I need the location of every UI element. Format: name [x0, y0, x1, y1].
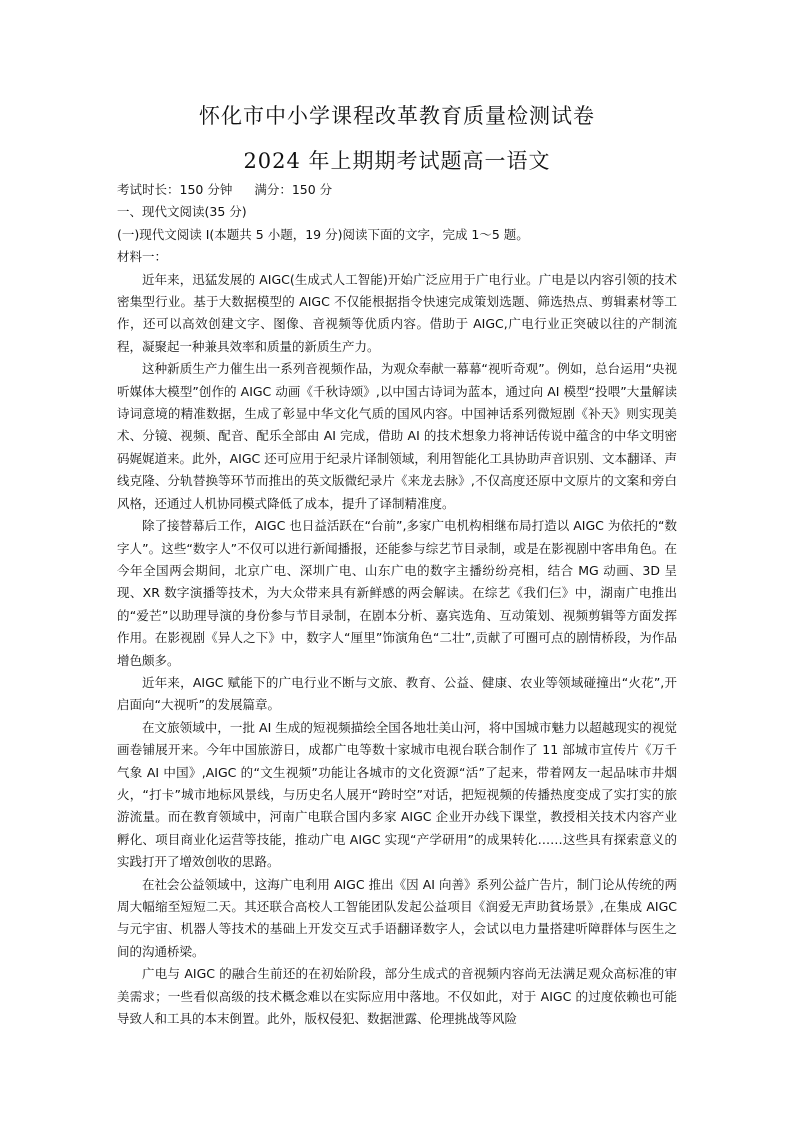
exam-content — [117, 179, 677, 1030]
material-label: 材料一： — [117, 249, 168, 265]
exam-score: 满分：150 分 — [254, 182, 333, 197]
question-instruction: (一)现代文阅读 I(本题共 5 小题，19 分)阅读下面的文字，完成 1～5 题。 — [117, 226, 529, 242]
exam-time: 考试时长：150 分钟 — [117, 182, 233, 197]
section-heading: 一、现代文阅读(35 分) — [117, 204, 247, 220]
paragraph: 除了接替幕后工作，AIGC 也日益活跃在“台前”,多家广电机构相继布局打造以 AIGC 为依托的“数字人”。这些“数字人”不仅可以进行新闻播报，还能参与综艺节目录制，或是在影视剧中客串角色。在今年全国两会期间，北京广电、深圳广电、山东广电的数字主播纷纷亮相，结合 MG 动画、3D 呈现、XR 数字演播等技术，为大众带来具有新鲜感的两会解读。在综艺《我们仨》中，湖南广电推出的“爱芒”以助理导演的身份参与节目录制，在剧本分析、嘉宾选角、互动策划、视频剪辑等方面发挥作用。在影视剧《异人之下》中，数字人“厘里”饰演角色“二壮”,贡献了可圈可点的剧情桥段，为作品增色颇多。 — [117, 518, 677, 668]
exam-meta — [117, 179, 677, 201]
exam-title: 怀化市中小学课程改革教育质量检测试卷 — [199, 104, 595, 128]
paragraph: 在社会公益领域中，这海广电利用 AIGC 推出《因 AI 向善》系列公益广告片，制门论从传统的两周大幅缩至短短二天。其还联合高校人工智能团队发起公益项目《润爱无声助貧场景》,在集成 AIGC 与元宇宙、机器人等技术的基础上开发交互式手语翻译数字人，会试以电力量搭建听障群体与医生之间的沟通桥梁。 — [117, 876, 677, 959]
paragraph: 在文旅领域中，一批 AI 生成的短视频描绘全国各地壮美山河，将中国城市魅力以超越现实的视觉画卷铺展开来。今年中国旅游日，成都广电等数十家城市电视台联合制作了 11 部城市宣传片《万千气象 AI 中国》,AIGC 的“文生视频”功能让各城市的文化资源“活”了起来，带着网友一起品味市井烟火，“打卡”城市地标风景线，与历史名人展开“跨时空”对话，把短视频的传播热度变成了实打实的旅游流量。而在教育领域中，河南广电联合国内多家 AIGC 企业开办线下课堂，教授相关技术内容产业孵化、项目商业化运营等技能，推动广电 AIGC 实现“产学研用”的成果转化……这些具有探索意义的实践打开了增效创收的思路。 — [117, 719, 677, 870]
paragraph: 近年来，AIGC 赋能下的广电行业不断与文旅、教育、公益、健康、农业等领域碰撞出“火花”,开启面向“大视听”的发展篇章。 — [117, 674, 677, 713]
paragraph: 广电与 AIGC 的融合生前还的在初始阶段，部分生成式的音视频内容尚无法满足观众高标准的审美需求；一些看似高级的技术概念难以在实际应用中落地。不仅如此，对于 AIGC 的过度依赖也可能导致人和工具的本末倒置。此外，版权侵犯、数据泄露、伦理挑战等风险 — [117, 966, 677, 1027]
paragraph: 近年来，迅猛发展的 AIGC(生成式人工智能)开始广泛应用于广电行业。广电是以内容引领的技术密集型行业。基于大数据模型的 AIGC 不仅能根据指令快速完成策划选题、筛选热点、剪辑素材等工作，还可以高效创建文字、图像、音视频等优质内容。借助于 AIGC,广电行业正突破以往的产制流程，凝聚起一种兼具效率和质量的新质生产力。 — [117, 271, 677, 354]
exam-subtitle: 2024 年上期期考试题高一语文 — [243, 149, 551, 173]
paragraph: 这种新质生产力催生出一系列音视频作品，为观众奉献一幕幕“视听奇观”。例如，总台运用“央视听媒体大模型”创作的 AIGC 动画《千秋诗颂》,以中国古诗词为蓝本，通过向 AI 模型“投喂”大量解读诗词意境的精准数据，生成了彰显中华文化气质的国风内容。中国神话系列微短剧《补天》则实现美术、分镜、视频、配音、配乐全部由 AI 完成，借助 AI 的技术想象力将神话传说中蕴含的中华文明密码娓娓道来。此外，AIGC 还可应用于纪录片译制领域，利用智能化工具协助声音识别、文本翻译、声线克隆、分轨替换等环节而推出的英文版微纪录片《来龙去脉》,不仅高度还原中文原片的文案和旁白风格，还通过人机协同模式降低了成本，提升了译制精准度。 — [117, 361, 677, 511]
